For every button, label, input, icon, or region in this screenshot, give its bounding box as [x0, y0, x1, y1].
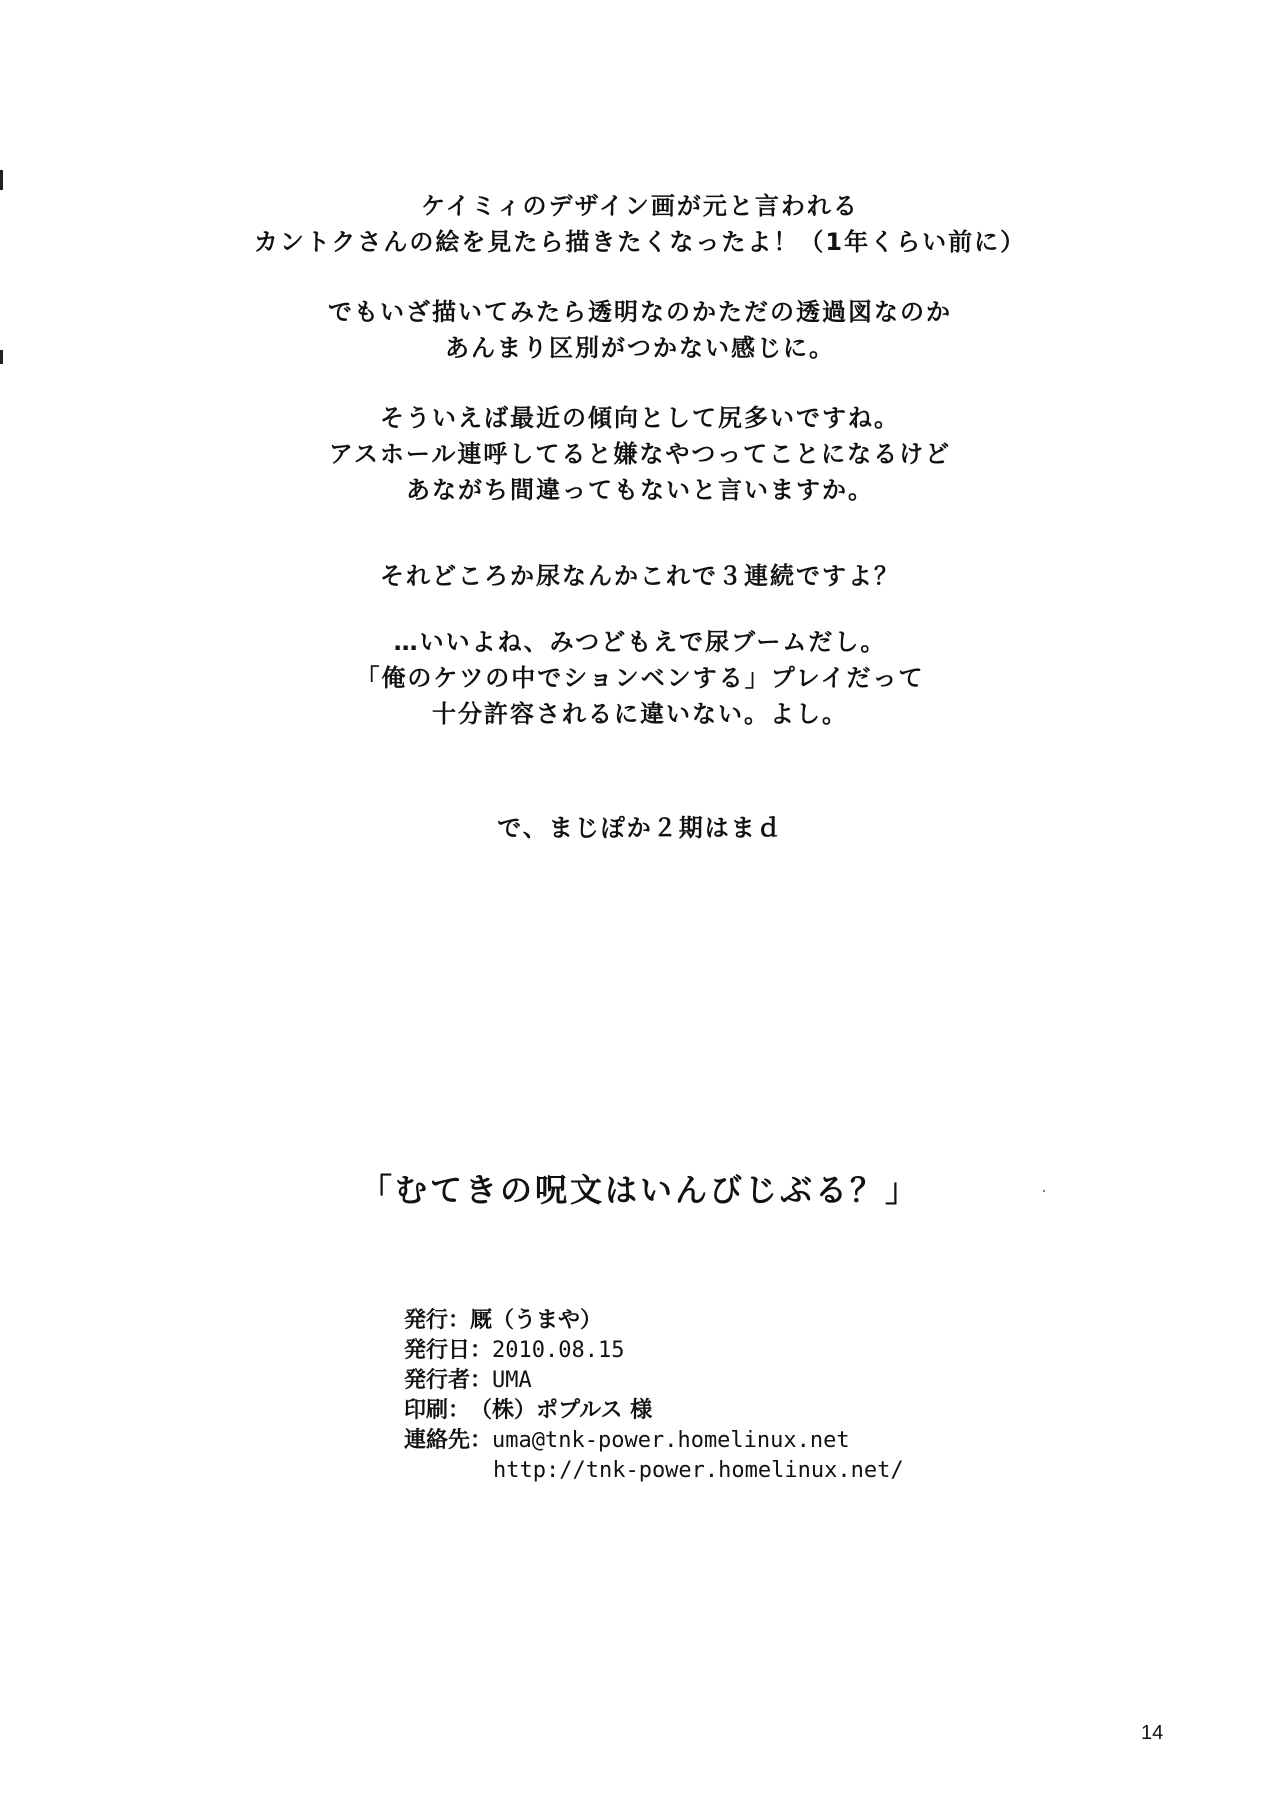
text-line: …いいよね、みつどもえで尿ブームだし。	[393, 628, 887, 656]
publisher-value: 厩（うまや）	[470, 1308, 603, 1333]
afterword-paragraph	[140, 400, 1140, 508]
afterword-paragraph	[140, 624, 1140, 732]
contact-label: 連絡先：	[404, 1428, 493, 1453]
text-line: アスホール連呼してると嫌なやつってことになるけど	[328, 440, 952, 468]
text-line: ケイミィのデザイン画が元と言われる	[421, 192, 859, 220]
text-line: カントクさんの絵を見たら描きたくなったよ！（1年くらい前に）	[253, 228, 1027, 256]
contact-email: uma@tnk-power.homelinux.net	[492, 1428, 850, 1453]
contact-url: http://tnk-power.homelinux.net/	[493, 1458, 904, 1483]
page-number: 14	[1141, 1722, 1164, 1744]
afterword-paragraph	[140, 188, 1140, 260]
afterword-paragraph	[140, 294, 1140, 366]
colophon-publisher	[404, 1306, 1004, 1336]
afterword-paragraph	[140, 558, 1140, 594]
text-line: それどころか尿なんかこれで３連続ですよ？	[380, 562, 900, 590]
scan-speck	[1043, 1190, 1045, 1192]
colophon-author	[404, 1366, 1004, 1396]
colophon	[404, 1306, 1004, 1486]
text-line: そういえば最近の傾向として尻多いですね。	[380, 404, 900, 432]
book-title: 「むてきの呪文はいんびじぶる？」	[359, 1171, 920, 1209]
printer-value: （株）ポプルス 様	[470, 1398, 653, 1423]
afterword-text	[140, 188, 1140, 846]
date-label: 発行日：	[404, 1338, 493, 1363]
text-line: あんまり区別がつかない感じに。	[445, 334, 835, 362]
colophon-printer	[404, 1396, 1004, 1426]
date-value: 2010.08.15	[492, 1338, 625, 1363]
author-value: UMA	[492, 1368, 532, 1393]
colophon-contact	[404, 1426, 1004, 1456]
author-label: 発行者：	[404, 1368, 493, 1393]
printer-label: 印刷：	[404, 1398, 471, 1423]
text-line: でもいざ描いてみたら透明なのかただの透過図なのか	[328, 298, 952, 326]
text-line: で、まじぽか２期はまｄ	[497, 814, 783, 842]
text-line: あながち間違ってもないと言いますか。	[406, 476, 874, 504]
colophon-date	[404, 1336, 1004, 1366]
afterword-paragraph	[140, 810, 1140, 846]
publisher-label: 発行：	[404, 1308, 471, 1333]
text-line: 「俺のケツの中でションベンする」プレイだって	[355, 664, 925, 692]
colophon-contact-url-row	[404, 1456, 1004, 1486]
scan-edge-mark	[0, 170, 3, 190]
scan-edge-mark	[0, 350, 3, 364]
text-line: 十分許容されるに違いない。よし。	[432, 700, 848, 728]
